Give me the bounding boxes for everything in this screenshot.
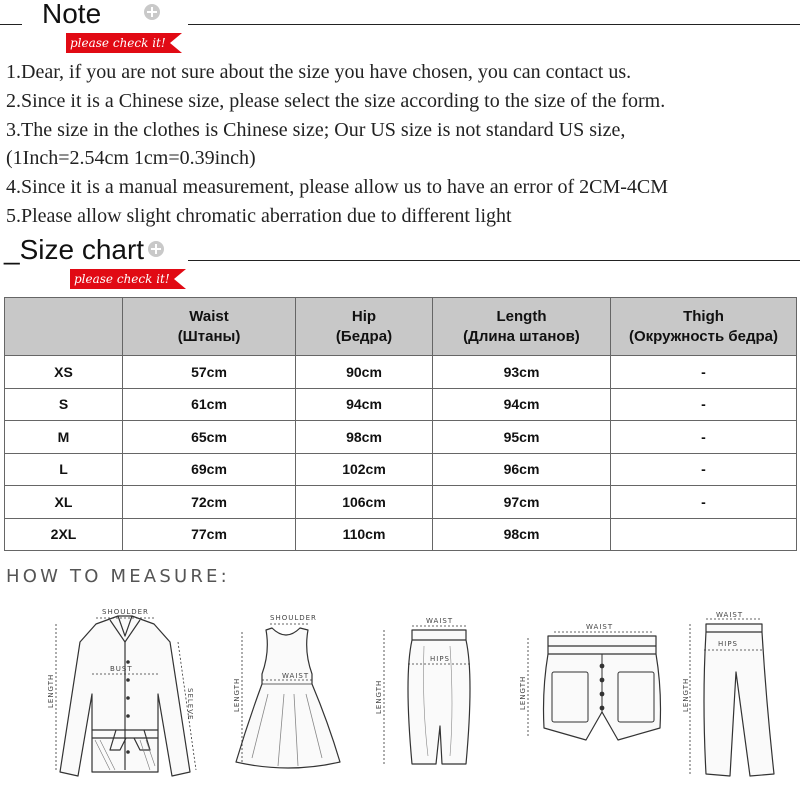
note-line: 3.The size in the clothes is Chinese size; Our US size is not standard US size, (6, 118, 626, 141)
thigh-cell: - (611, 486, 797, 519)
jacket-label-shoulder: SHOULDER (102, 608, 149, 616)
table-row (5, 356, 797, 389)
waist-cell: 61cm (123, 388, 296, 421)
thigh-cell: - (611, 421, 797, 454)
skirt-label-waist: WAIST (426, 617, 454, 625)
pants-label-length: LENGTH (682, 677, 690, 712)
header-cell-length (433, 298, 611, 356)
header-divider (0, 24, 22, 25)
pants-label-waist: WAIST (716, 611, 744, 619)
note-line: 5.Please allow slight chromatic aberration due to different light (6, 204, 512, 227)
size-cell: 2XL (5, 518, 123, 551)
header-label: Waist (189, 307, 229, 325)
thigh-cell: - (611, 453, 797, 486)
header-cell-thigh (611, 298, 797, 356)
hip-cell: 106cm (296, 486, 433, 519)
jacket-measure-diagram (40, 602, 210, 788)
thigh-cell: - (611, 356, 797, 389)
plus-icon (148, 241, 164, 257)
waist-cell: 72cm (123, 486, 296, 519)
plus-icon (144, 4, 160, 20)
length-cell: 94cm (433, 388, 611, 421)
header-label: Hip (351, 307, 377, 325)
note-line: 4.Since it is a manual measurement, please allow us to have an error of 2CM-4CM (6, 176, 669, 199)
note-title: Note (42, 0, 102, 29)
shorts-label-length: LENGTH (519, 675, 527, 710)
size-cell: M (5, 421, 123, 454)
header-sublabel: (Окружность бедра) (628, 327, 779, 345)
size-cell: XS (5, 356, 123, 389)
header-sublabel: (Бедра) (335, 327, 393, 345)
note-line: (1Inch=2.54cm 1cm=0.39inch) (6, 147, 256, 170)
shorts-label-waist: WAIST (586, 623, 614, 631)
jacket-label-bust: BUST (110, 665, 133, 673)
skirt-label-hips: HIPS (430, 655, 450, 663)
header-divider (188, 260, 800, 261)
length-cell: 96cm (433, 453, 611, 486)
length-cell: 95cm (433, 421, 611, 454)
skirt-measure-diagram (370, 616, 480, 776)
pants-measure-diagram (680, 610, 780, 782)
size-chart-title: _Size chart (4, 234, 145, 265)
please-check-ribbon: please check it! (70, 269, 174, 289)
dress-label-shoulder: SHOULDER (270, 614, 317, 622)
header-sublabel: (Штаны) (177, 327, 241, 345)
hip-cell: 90cm (296, 356, 433, 389)
shorts-measure-diagram (514, 620, 664, 758)
header-cell-hip (296, 298, 433, 356)
table-header-row (5, 298, 797, 356)
header-label: Thigh (683, 307, 724, 325)
size-chart-header (0, 232, 800, 292)
hip-cell: 98cm (296, 421, 433, 454)
size-cell: L (5, 453, 123, 486)
table-row (5, 518, 797, 551)
jacket-label-length: LENGTH (47, 673, 55, 708)
waist-cell: 77cm (123, 518, 296, 551)
skirt-label-length: LENGTH (375, 679, 383, 714)
thigh-cell: - (611, 388, 797, 421)
table-row (5, 388, 797, 421)
dress-label-waist: WAIST (282, 672, 310, 680)
jacket-label-sleeve: SELEVE (186, 688, 194, 721)
waist-cell: 65cm (123, 421, 296, 454)
length-cell: 93cm (433, 356, 611, 389)
hip-cell: 110cm (296, 518, 433, 551)
size-cell: S (5, 388, 123, 421)
length-cell: 98cm (433, 518, 611, 551)
table-row (5, 486, 797, 519)
header-cell (5, 298, 123, 356)
hip-cell: 102cm (296, 453, 433, 486)
dress-label-length: LENGTH (233, 677, 241, 712)
size-chart-table (4, 297, 797, 551)
header-cell-waist (123, 298, 296, 356)
dress-measure-diagram (228, 612, 346, 784)
waist-cell: 69cm (123, 453, 296, 486)
table-row (5, 421, 797, 454)
pants-label-hips: HIPS (718, 640, 738, 648)
note-header (0, 0, 800, 55)
header-sublabel: (Длина штанов) (463, 327, 580, 345)
notes-list (6, 58, 796, 231)
how-to-measure-title: HOW TO MEASURE: (6, 566, 230, 587)
note-line: 1.Dear, if you are not sure about the size you have chosen, you can contact us. (6, 61, 632, 83)
please-check-ribbon: please check it! (66, 33, 170, 53)
thigh-cell (611, 518, 797, 551)
hip-cell: 94cm (296, 388, 433, 421)
length-cell: 97cm (433, 486, 611, 519)
table-row (5, 453, 797, 486)
note-line: 2.Since it is a Chinese size, please select the size according to the size of the form. (6, 89, 666, 112)
waist-cell: 57cm (123, 356, 296, 389)
header-divider (188, 24, 800, 25)
size-cell: XL (5, 486, 123, 519)
header-label: Length (496, 307, 547, 325)
